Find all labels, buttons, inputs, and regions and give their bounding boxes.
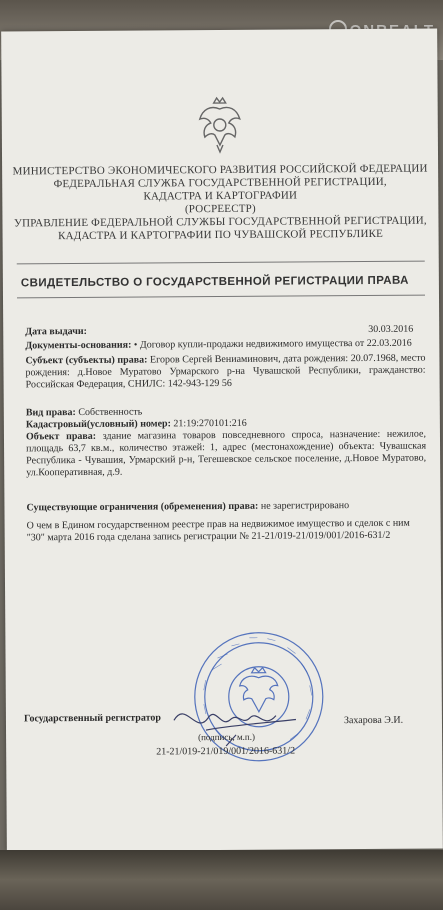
registry-note: О чем в Едином государственном реестре прав на недвижимое имущество и сделок с ним "30" марта 2016 года сделана запись регистрации № 21-21/019-21/019/001/2016-631/2 (26, 517, 410, 544)
document-title: СВИДЕТЕЛЬСТВО О ГОСУДАРСТВЕННОЙ РЕГИСТРАЦИИ ПРАВА (20, 274, 409, 290)
header-ministry: МИНИСТЕРСТВО ЭКОНОМИЧЕСКОГО РАЗВИТИЯ РОССИЙСКОЙ ФЕДЕРАЦИИ (12, 162, 428, 178)
header-department-2: КАДАСТРА И КАРТОГРАФИИ ПО ЧУВАШСКОЙ РЕСПУБЛИКЕ (58, 227, 384, 243)
header-service: ФЕДЕРАЛЬНАЯ СЛУЖБА ГОСУДАРСТВЕННОЙ РЕГИСТРАЦИИ, (53, 175, 387, 191)
issue-date-label: Дата выдачи: (25, 325, 88, 338)
cadastral-value: 21:19:270101:216 (170, 417, 247, 430)
right-type-value: Собственность (75, 406, 143, 419)
restrictions-value: не зарегистрировано (258, 500, 350, 512)
issue-date-value: 30.03.2016 (368, 323, 414, 335)
cadastral-label: Кадастровый(условный) номер: (25, 418, 171, 431)
registration-number: 21-21/019-21/019/001/2016-631/2 (156, 745, 296, 758)
right-type-label: Вид права: (25, 407, 76, 419)
header-service-2: КАДАСТРА И КАРТОГРАФИИ (143, 189, 298, 203)
restrictions-label: Существующие ограничения (обременения) права: (26, 500, 259, 514)
subject-label: Субъект (субъекты) права: (25, 354, 148, 367)
object-value: здание магазина товаров повседневного спроса, назначение: нежилое, площадь 63,7 кв.м., количество этажей: 1, адрес (местонахождение) объекта: Чувашская Республика - Чувашия, Урмарский р-н, Тегешевское сельское поселение, д.Новое Муратово, ул.Кооперативная, д.9. (26, 428, 427, 479)
subject-block (25, 353, 425, 392)
registrar-label: Государственный регистратор (23, 712, 161, 725)
basis-label: Документы-основания: (25, 339, 132, 352)
subject-value: Егоров Сергей Вениаминович, дата рождения: 20.07.1968, место рождения: д.Новое Муратово Урмарского р-на Чувашской Республики, гражданство: Российская Федерация, СНИЛС: 142-943-129 56 (25, 352, 426, 391)
coat-of-arms-icon (197, 95, 243, 155)
divider-top (17, 261, 425, 265)
issue-date-row (25, 324, 425, 339)
photo-background-bottom (0, 850, 443, 910)
signature-hint: (подпись, м.п.) (198, 731, 255, 743)
divider-title (17, 295, 425, 299)
header-rosreestr: (РОСРЕЕСТР) (184, 202, 256, 216)
registrar-name: Захарова Э.И. (343, 714, 404, 727)
object-block (26, 429, 426, 480)
object-label: Объект права: (25, 430, 97, 443)
basis-documents (25, 338, 425, 353)
header-department: УПРАВЛЕНИЕ ФЕДЕРАЛЬНОЙ СЛУЖБЫ ГОСУДАРСТВЕННОЙ РЕГИСТРАЦИИ, (14, 214, 427, 230)
basis-value: • Договор купли-продажи недвижимого имущества от 22.03.2016 (131, 337, 412, 351)
restrictions-row (26, 500, 426, 515)
certificate-sheet (1, 28, 443, 851)
